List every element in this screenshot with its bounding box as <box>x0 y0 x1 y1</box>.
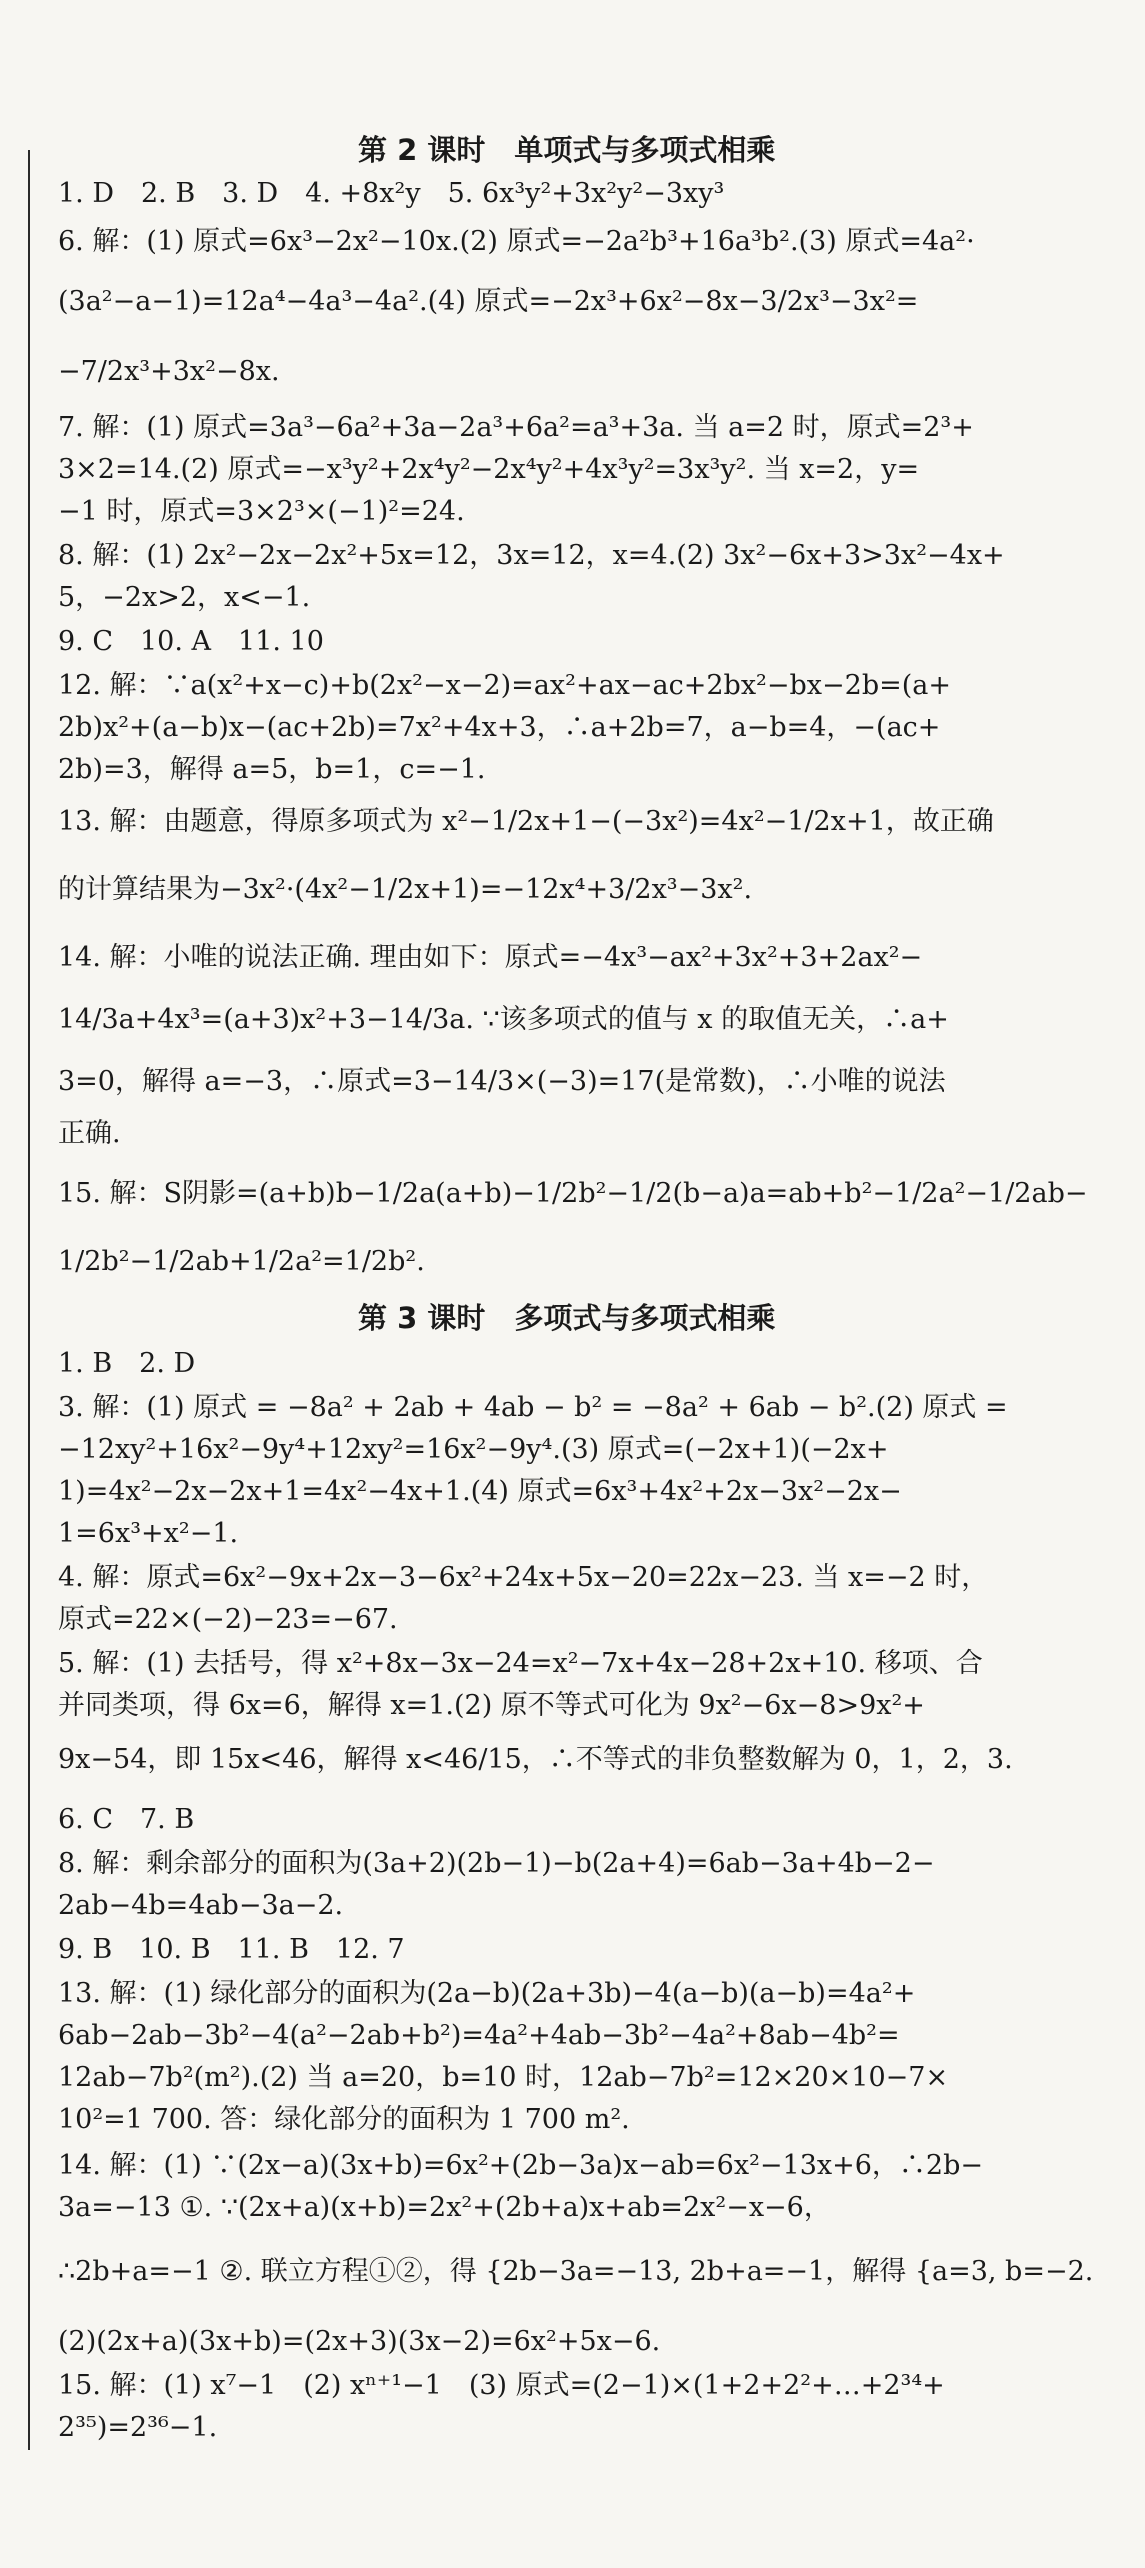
lesson3-line: −12xy²+16x²−9y⁴+12xy²=16x²−9y⁴.(3) 原式=(−2x+1)(−2x+ <box>58 1434 889 1465</box>
lesson2-line: 7. 解：(1) 原式=3a³−6a²+3a−2a³+6a²=a³+3a. 当 a=2 时，原式=2³+ <box>58 412 974 443</box>
lesson2-line: 15. 解：S阴影=(a+b)b−1/2a(a+b)−1/2b²−1/2(b−a)a=ab+b²−1/2a²−1/2ab− <box>58 1178 1088 1209</box>
lesson3-title: 第 3 课时 多项式与多项式相乘 <box>358 1301 776 1335</box>
lesson3-line: 9x−54，即 15x<46，解得 x<46/15，∴不等式的非负整数解为 0，1，2，3. <box>58 1744 1013 1775</box>
lesson2-line: 正确. <box>58 1118 121 1149</box>
lesson3-line: 1)=4x²−2x−2x+1=4x²−4x+1.(4) 原式=6x³+4x²+2x−3x²−2x− <box>58 1476 902 1507</box>
lesson3-line: 4. 解：原式=6x²−9x+2x−3−6x²+24x+5x−20=22x−23. 当 x=−2 时， <box>58 1562 989 1593</box>
lesson2-line: 14/3a+4x³=(a+3)x²+3−14/3a. ∵该多项式的值与 x 的取值无关，∴a+ <box>58 1004 949 1035</box>
lesson2-line: 1/2b²−1/2ab+1/2a²=1/2b². <box>58 1246 425 1277</box>
lesson2-line: −1 时，原式=3×2³×(−1)²=24. <box>58 496 465 527</box>
lesson2-line: 14. 解：小唯的说法正确. 理由如下：原式=−4x³−ax²+3x²+3+2ax²− <box>58 942 923 973</box>
lesson2-line: 8. 解：(1) 2x²−2x−2x²+5x=12，3x=12，x=4.(2) 3x²−6x+3>3x²−4x+ <box>58 540 1005 571</box>
lesson3-line: 6ab−2ab−3b²−4(a²−2ab+b²)=4a²+4ab−3b²−4a²+8ab−4b²= <box>58 2020 900 2051</box>
lesson3-line: 1=6x³+x²−1. <box>58 1518 239 1549</box>
lesson3-line: 原式=22×(−2)−23=−67. <box>58 1604 398 1635</box>
lesson2-line: 2b)x²+(a−b)x−(ac+2b)=7x²+4x+3，∴a+2b=7，a−b=4，−(ac+ <box>58 712 941 743</box>
lesson3-line: 8. 解：剩余部分的面积为(3a+2)(2b−1)−b(2a+4)=6ab−3a+4b−2− <box>58 1848 935 1879</box>
lesson2-line: −7/2x³+3x²−8x. <box>58 356 280 387</box>
lesson2-line: 2b)=3，解得 a=5，b=1，c=−1. <box>58 754 486 785</box>
lesson2-line: 3=0，解得 a=−3，∴原式=3−14/3×(−3)=17(是常数)，∴小唯的说法 <box>58 1066 946 1097</box>
lesson2-line: 12. 解：∵a(x²+x−c)+b(2x²−x−2)=ax²+ax−ac+2bx²−bx−2b=(a+ <box>58 670 951 701</box>
lesson3-line: ∴2b+a=−1 ②. 联立方程①②，得 {2b−3a=−13, 2b+a=−1，解得 {a=3, b=−2. <box>58 2256 1094 2287</box>
lesson3-line: 3. 解：(1) 原式 = −8a² + 2ab + 4ab − b² = −8a² + 6ab − b².(2) 原式 = <box>58 1392 1008 1423</box>
lesson3-line: 3a=−13 ①. ∵(2x+a)(x+b)=2x²+(2b+a)x+ab=2x²−x−6， <box>58 2192 831 2223</box>
lesson2-line: 9. C 10. A 11. 10 <box>58 626 324 657</box>
lesson3-line: 15. 解：(1) x⁷−1 (2) xⁿ⁺¹−1 (3) 原式=(2−1)×(1+2+2²+…+2³⁴+ <box>58 2370 945 2401</box>
lesson2-line: 的计算结果为−3x²·(4x²−1/2x+1)=−12x⁴+3/2x³−3x². <box>58 874 753 905</box>
lesson2-title: 第 2 课时 单项式与多项式相乘 <box>358 133 776 167</box>
lesson2-line: 1. D 2. B 3. D 4. +8x²y 5. 6x³y²+3x²y²−3xy³ <box>58 178 725 209</box>
lesson3-line: (2)(2x+a)(3x+b)=(2x+3)(3x−2)=6x²+5x−6. <box>58 2326 661 2357</box>
lesson2-line: 3×2=14.(2) 原式=−x³y²+2x⁴y²−2x⁴y²+4x³y²=3x³y². 当 x=2，y= <box>58 454 920 485</box>
lesson3-line: 6. C 7. B <box>58 1804 195 1835</box>
lesson3-line: 1. B 2. D <box>58 1348 196 1379</box>
lesson2-line: 6. 解：(1) 原式=6x³−2x²−10x.(2) 原式=−2a²b³+16a³b².(3) 原式=4a²· <box>58 226 975 257</box>
lesson3-line: 9. B 10. B 11. B 12. 7 <box>58 1934 405 1965</box>
lesson2-line: (3a²−a−1)=12a⁴−4a³−4a².(4) 原式=−2x³+6x²−8x−3/2x³−3x²= <box>58 286 919 317</box>
lesson3-line: 5. 解：(1) 去括号，得 x²+8x−3x−24=x²−7x+4x−28+2x+10. 移项、合 <box>58 1648 983 1679</box>
lesson3-line: 10²=1 700. 答：绿化部分的面积为 1 700 m². <box>58 2104 630 2135</box>
lesson3-line: 并同类项，得 6x=6，解得 x=1.(2) 原不等式可化为 9x²−6x−8>9x²+ <box>58 1690 925 1721</box>
lesson3-line: 14. 解：(1) ∵(2x−a)(3x+b)=6x²+(2b−3a)x−ab=6x²−13x+6，∴2b− <box>58 2150 984 2181</box>
lesson2-line: 13. 解：由题意，得原多项式为 x²−1/2x+1−(−3x²)=4x²−1/2x+1，故正确 <box>58 806 994 837</box>
lesson3-line: 2³⁵)=2³⁶−1. <box>58 2412 218 2443</box>
lesson3-line: 13. 解：(1) 绿化部分的面积为(2a−b)(2a+3b)−4(a−b)(a−b)=4a²+ <box>58 1978 916 2009</box>
lesson3-line: 2ab−4b=4ab−3a−2. <box>58 1890 344 1921</box>
lesson2-line: 5，−2x>2，x<−1. <box>58 582 311 613</box>
left-margin-rule <box>28 150 30 2450</box>
lesson3-line: 12ab−7b²(m²).(2) 当 a=20，b=10 时，12ab−7b²=12×20×10−7× <box>58 2062 949 2093</box>
